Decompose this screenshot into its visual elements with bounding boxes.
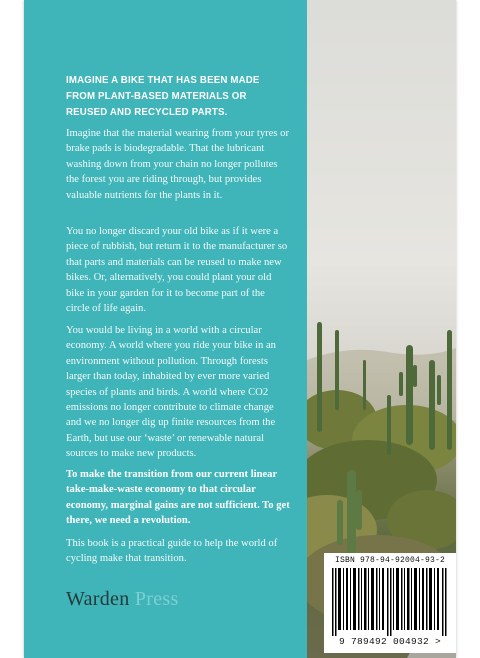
paragraph-revolution: To make the transition from our current linear take-make-waste economy to that circular economy, marginal gains are not sufficient. To get there, we need a revolution. xyxy=(66,469,290,527)
isbn-label: ISBN 978-94-92004-93-2 xyxy=(334,556,446,565)
publisher-logo xyxy=(66,588,179,611)
paragraph-guide: This book is a practical guide to help the world of cycling make that transition. xyxy=(66,538,278,565)
paragraph-reuse: You no longer discard your old bike as if it were a piece of rubbish, but return it to the manufacturer so that parts and materials can be reused to make new bikes. Or, alternatively, you could plant your old bike in your garden for it to become part of the circle of life again. xyxy=(66,226,288,315)
publisher-name-press: Press xyxy=(134,588,179,610)
paragraph-intro: Imagine that the material wearing from your tyres or brake pads is biodegradable. That the lubricant washing down from your chain no longer pollutes the forest you are riding through, but provides valuable nutrients for the plants in it. xyxy=(66,128,289,201)
barcode-bars xyxy=(332,568,448,636)
publisher-name-warden: Warden xyxy=(66,588,130,610)
paragraph-circular-economy: You would be living in a world with a circular economy. A world where you ride your bike in an environment without pollution. Through forests larger than today, inhabited by ever more varied species of plants and birds. A world where CO2 emissions no longer contribute to climate change and we no longer dig up finite resources from the Earth, but use our ‘waste’ or renewable natural sources to make new products. xyxy=(66,325,276,460)
isbn-digits: 9 789492 004932 > xyxy=(338,636,441,647)
book-back-cover xyxy=(24,0,456,658)
isbn-barcode xyxy=(324,553,456,653)
headline: IMAGINE A BIKE THAT HAS BEEN MADE FROM PLANT-BASED MATERIALS OR REUSED AND RECYCLED PARTS. xyxy=(66,74,260,118)
text-panel xyxy=(24,0,307,658)
